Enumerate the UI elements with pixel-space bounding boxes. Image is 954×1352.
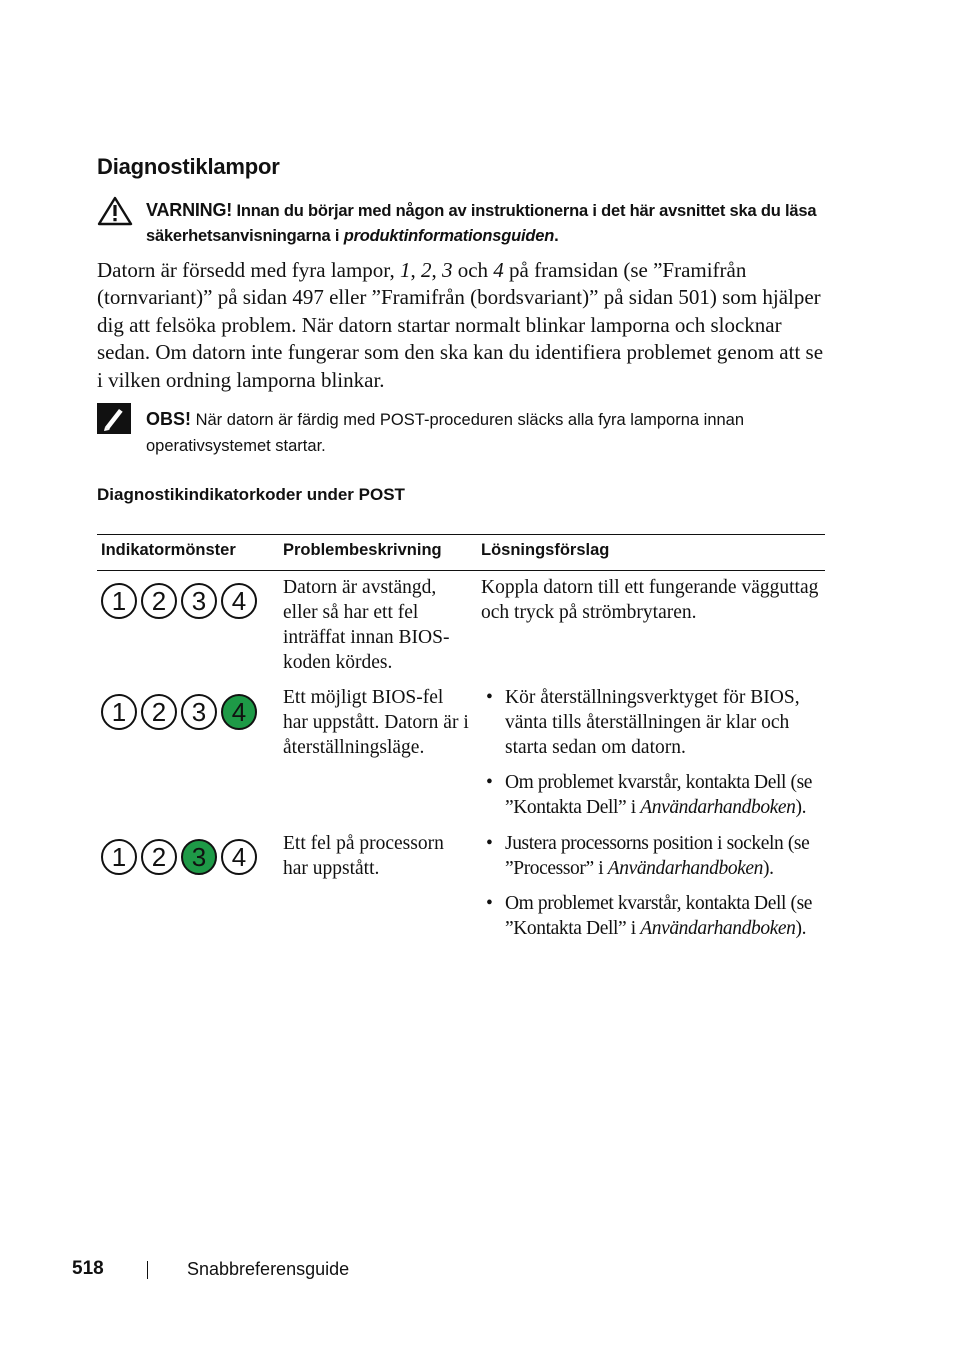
lamp-3: 3 bbox=[181, 583, 217, 619]
problem-description: Ett möjligt BIOS-fel har uppstått. Datorn är i återställningsläge. bbox=[283, 687, 469, 758]
list-item: • Kör återställningsverktyget för BIOS, vänta tills återställningen är klar och starta sedan om datorn. bbox=[486, 687, 800, 758]
footer-separator bbox=[147, 1261, 148, 1279]
table-row bbox=[97, 827, 825, 957]
problem-description: Datorn är avstängd, eller så har ett fel inträffat innan BIOS-koden kördes. bbox=[283, 577, 450, 673]
intro-paragraph: Datorn är försedd med fyra lampor, 1, 2, 3 och 4 på framsidan (se ”Framifrån (tornvariant)” på sidan 497 eller ”Framifrån (bordsvariant)” på sidan 501) som hjälper dig att felsöka problem. När datorn startar normalt blinkar lamporna och slocknar sedan. Om datorn inte fungerar som den ska kan du identifiera problemet genom att se i vilken ordning lamporna blinkar. bbox=[97, 258, 824, 392]
list-item: • Om problemet kvarstår, kontakta Dell (se ”Kontakta Dell” i Användarhandboken). bbox=[486, 772, 813, 818]
header-solution: Lösningsförslag bbox=[481, 541, 610, 559]
solution-list bbox=[481, 685, 826, 830]
intro-text-rest: på framsidan (se ”Framifrån (tornvariant)” på sidan 497 eller ”Framifrån (bordsvariant)” på sidan 501) som hjälper dig att felsöka problem. När datorn startar normalt blinkar lamporna och slocknar sedan. Om datorn inte fungerar som den ska kan du identifiera problemet genom att se i vilken ordning lamporna blinkar. bbox=[97, 258, 824, 392]
diagnostic-code-table bbox=[97, 534, 825, 957]
solution-item-text: Om problemet kvarstår, kontakta Dell (se ”Kontakta Dell” i bbox=[505, 772, 813, 818]
solution-doc-title: Användarhandboken bbox=[640, 918, 796, 939]
solution-item-text: Om problemet kvarstår, kontakta Dell (se ”Kontakta Dell” i bbox=[505, 893, 813, 939]
lamp-1: 1 bbox=[101, 839, 137, 875]
header-problem: Problembeskrivning bbox=[283, 541, 442, 559]
solution-doc-title: Användarhandboken bbox=[640, 797, 796, 818]
table-row bbox=[97, 571, 825, 681]
lamp-2: 2 bbox=[141, 694, 177, 730]
lamp-3: 3 bbox=[181, 694, 217, 730]
intro-text: Datorn är försedd med fyra lampor, bbox=[97, 258, 395, 282]
lamp-4: 4 bbox=[221, 583, 257, 619]
lamp-4: 4 bbox=[221, 839, 257, 875]
solution-item-end: ). bbox=[795, 918, 807, 939]
table-row bbox=[97, 681, 825, 827]
note-pencil-icon bbox=[97, 403, 131, 434]
intro-lamp-4: 4 bbox=[493, 258, 504, 282]
list-item: • Om problemet kvarstår, kontakta Dell (se ”Kontakta Dell” i Användarhandboken). bbox=[486, 893, 813, 939]
warning-body: Innan du börjar med någon av instruktionerna i det här avsnittet ska du läsa säkerhetsanvisningarna i bbox=[146, 202, 817, 245]
note-body: När datorn är färdig med POST-proceduren släcks alla fyra lamporna innan operativsystemet startar. bbox=[146, 411, 745, 455]
header-pattern: Indikatormönster bbox=[101, 541, 236, 559]
intro-and: och bbox=[457, 258, 489, 282]
lamp-4: 4 bbox=[221, 694, 257, 730]
lamp-pattern bbox=[101, 839, 257, 875]
page-number: 518 bbox=[72, 1258, 104, 1279]
solution-item-end: ). bbox=[795, 797, 807, 818]
lamp-2: 2 bbox=[141, 583, 177, 619]
note-text bbox=[146, 406, 826, 459]
intro-lamp-2: 2 bbox=[420, 258, 432, 282]
lamp-1: 1 bbox=[101, 694, 137, 730]
problem-description: Ett fel på processorn har uppstått. bbox=[283, 833, 444, 879]
lamp-2: 2 bbox=[141, 839, 177, 875]
note-label: OBS! bbox=[146, 409, 191, 429]
solution-doc-title: Användarhandboken bbox=[607, 858, 764, 879]
section-title: Diagnostiklampor bbox=[97, 154, 280, 179]
footer-title: Snabbreferensguide bbox=[187, 1259, 350, 1279]
lamp-pattern bbox=[101, 583, 257, 619]
solution-text: Koppla datorn till ett fungerande vägguttag och tryck på strömbrytaren. bbox=[481, 577, 819, 623]
intro-lamp-1: 1 bbox=[399, 258, 411, 282]
warning-doc-title: produktinformationsguiden bbox=[343, 227, 555, 245]
warning-triangle-icon bbox=[97, 196, 133, 226]
solution-item-text: Kör återställningsverktyget för BIOS, vänta tills återställningen är klar och starta sedan om datorn. bbox=[505, 687, 800, 758]
table-caption: Diagnostikindikatorkoder under POST bbox=[97, 485, 405, 504]
lamp-pattern bbox=[101, 694, 257, 730]
lamp-1: 1 bbox=[101, 583, 137, 619]
warning-end: . bbox=[554, 227, 559, 245]
warning-text bbox=[146, 198, 826, 249]
warning-label: VARNING! bbox=[146, 200, 233, 220]
table-header bbox=[97, 535, 825, 570]
list-item: • Justera processorns position i sockeln (se ”Processor” i Användarhandboken). bbox=[486, 833, 810, 879]
solution-item-text: Justera processorns position i sockeln (se ”Processor” i bbox=[505, 833, 810, 879]
solution-list bbox=[481, 831, 826, 951]
intro-lamp-3: 3 bbox=[441, 258, 453, 282]
solution-item-end: ). bbox=[763, 858, 774, 879]
lamp-3: 3 bbox=[181, 839, 217, 875]
